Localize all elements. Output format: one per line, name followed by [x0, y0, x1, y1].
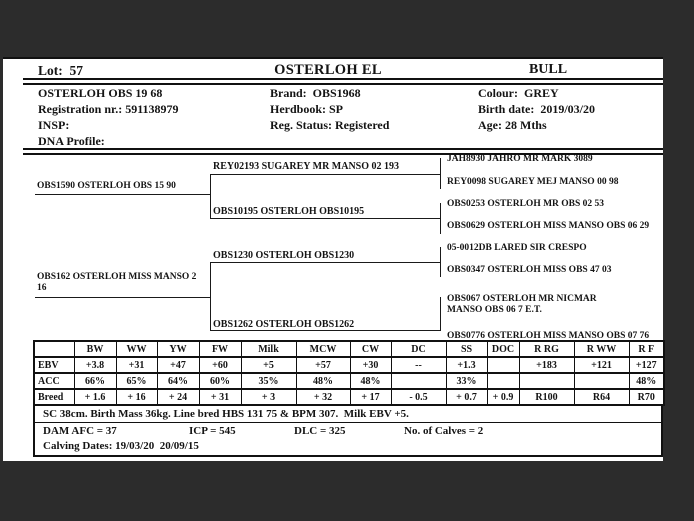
pedigree-dam: OBS162 OSTERLOH MISS MANSO 2 16	[37, 272, 197, 293]
pedigree-maternal-grandsire: OBS1230 OSTERLOH OBS1230	[213, 250, 355, 261]
ebv-cell: 65%	[116, 373, 157, 389]
ebv-column-header: WW	[116, 341, 157, 357]
ebv-column-header: DC	[391, 341, 446, 357]
ebv-header-row	[34, 341, 664, 357]
pedigree-connector	[210, 174, 211, 219]
ebv-cell	[487, 373, 519, 389]
ebv-cell: 48%	[629, 373, 664, 389]
ebv-cell: 48%	[296, 373, 350, 389]
ebv-cell: + 16	[116, 389, 157, 405]
ebv-column-header: DOC	[487, 341, 519, 357]
pedigree-connector	[210, 174, 440, 175]
pedigree-ggparent-2: REY0098 SUGAREY MEJ MANSO 00 98	[447, 177, 619, 187]
pedigree-connector	[440, 247, 441, 277]
acc-row	[34, 373, 664, 389]
pedigree-ggparent-3: OBS0253 OSTERLOH MR OBS 02 53	[447, 199, 605, 209]
ebv-cell: +30	[350, 357, 391, 373]
ebv-cell: +31	[116, 357, 157, 373]
catalog-page	[3, 57, 663, 461]
pedigree-ggparent-1: JAH8930 JAHRO MR MARK 3089	[447, 154, 593, 164]
ebv-column-header: FW	[199, 341, 241, 357]
brand-field: Brand: OBS1968	[270, 86, 361, 100]
herdbook-field: Herdbook: SP	[270, 102, 344, 116]
ebv-row-label: Breed	[34, 389, 74, 405]
ebv-row-label: ACC	[34, 373, 74, 389]
ebv-cell: + 32	[296, 389, 350, 405]
pedigree-connector	[35, 297, 210, 298]
ebv-cell: 48%	[350, 373, 391, 389]
ebv-cell: +127	[629, 357, 664, 373]
pedigree-paternal-granddam: OBS10195 OSTERLOH OBS10195	[213, 206, 365, 217]
pedigree-ggparent-5: 05-0012DB LARED SIR CRESPO	[447, 243, 587, 253]
ebv-cell: + 31	[199, 389, 241, 405]
ebv-cell: + 1.6	[74, 389, 116, 405]
ebv-cell	[487, 357, 519, 373]
ebv-column-header: R F	[629, 341, 664, 357]
pedigree-paternal-grandsire: REY02193 SUGAREY MR MANSO 02 193	[213, 161, 400, 172]
ebv-cell: --	[391, 357, 446, 373]
lot-number: Lot: 57	[38, 63, 83, 78]
ebv-cell: 60%	[199, 373, 241, 389]
ebv-column-header: CW	[350, 341, 391, 357]
ebv-column-header: YW	[157, 341, 199, 357]
ebv-cell: + 3	[241, 389, 296, 405]
ebv-cell: 35%	[241, 373, 296, 389]
ebv-row-label: EBV	[34, 357, 74, 373]
divider-rule-top	[23, 78, 663, 85]
ebv-cell	[574, 373, 629, 389]
colour-field: Colour: GREY	[478, 86, 559, 100]
ebv-column-header: R WW	[574, 341, 629, 357]
ebv-cell	[391, 373, 446, 389]
dlc-value: DLC = 325	[294, 425, 346, 437]
ebv-cell: 33%	[446, 373, 487, 389]
ebv-cell	[519, 373, 574, 389]
pedigree-ggparent-8: OBS0776 OSTERLOH MISS MANSO OBS 07 76	[447, 331, 650, 341]
ebv-cell: + 24	[157, 389, 199, 405]
animal-id: OSTERLOH OBS 19 68	[38, 86, 163, 100]
age-field: Age: 28 Mths	[478, 118, 547, 132]
ebv-cell: 66%	[74, 373, 116, 389]
pedigree-connector	[210, 330, 440, 331]
pedigree-connector	[440, 297, 441, 331]
ebv-cell: +183	[519, 357, 574, 373]
registration-number: Registration nr.: 591138979	[38, 102, 179, 116]
dam-afc-value: DAM AFC = 37	[43, 425, 117, 437]
ebv-row	[34, 357, 664, 373]
ebv-cell: +5	[241, 357, 296, 373]
ebv-column-header: R RG	[519, 341, 574, 357]
animal-name-title: OSTERLOH EL	[274, 62, 382, 78]
ebv-column-header	[34, 341, 74, 357]
pedigree-connector	[210, 218, 440, 219]
pedigree-connector	[210, 262, 440, 263]
ebv-cell: + 0.7	[446, 389, 487, 405]
ebv-column-header: SS	[446, 341, 487, 357]
reg-status-field: Reg. Status: Registered	[270, 118, 390, 132]
ebv-column-header: MCW	[296, 341, 350, 357]
ebv-cell: +1.3	[446, 357, 487, 373]
ebv-column-header: BW	[74, 341, 116, 357]
pedigree-maternal-granddam: OBS1262 OSTERLOH OBS1262	[213, 319, 355, 330]
pedigree-sire: OBS1590 OSTERLOH OBS 15 90	[37, 181, 176, 191]
ebv-cell: +121	[574, 357, 629, 373]
pedigree-ggparent-7: OBS067 OSTERLOH MR NICMAR MANSO OBS 06 7 E.T.	[447, 294, 597, 315]
ebv-cell: +3.8	[74, 357, 116, 373]
ebv-cell: +47	[157, 357, 199, 373]
performance-note: SC 38cm. Birth Mass 36kg. Line bred HBS 131 75 & BPM 307. Milk EBV +5.	[43, 408, 409, 420]
dam-stats-box	[33, 423, 663, 457]
ebv-column-header: Milk	[241, 341, 296, 357]
pedigree-connector	[35, 194, 210, 195]
pedigree-connector	[440, 203, 441, 234]
ebv-cell: +57	[296, 357, 350, 373]
birth-date-field: Birth date: 2019/03/20	[478, 102, 595, 116]
animal-category: BULL	[528, 62, 568, 77]
calves-count: No. of Calves = 2	[404, 425, 484, 437]
icp-value: ICP = 545	[189, 425, 236, 437]
ebv-cell: R64	[574, 389, 629, 405]
ebv-cell: 64%	[157, 373, 199, 389]
dna-profile-field: DNA Profile:	[38, 134, 105, 148]
ebv-cell: R70	[629, 389, 664, 405]
pedigree-connector	[210, 262, 211, 331]
ebv-cell: + 17	[350, 389, 391, 405]
calving-dates: Calving Dates: 19/03/20 20/09/15	[43, 440, 199, 452]
ebv-cell: R100	[519, 389, 574, 405]
pedigree-ggparent-6: OBS0347 OSTERLOH MISS OBS 47 03	[447, 265, 612, 275]
insp-field: INSP:	[38, 118, 70, 132]
pedigree-connector	[440, 158, 441, 189]
ebv-table	[33, 340, 665, 406]
ebv-cell: +60	[199, 357, 241, 373]
breed-row	[34, 389, 664, 405]
ebv-cell: - 0.5	[391, 389, 446, 405]
pedigree-ggparent-4: OBS0629 OSTERLOH MISS MANSO OBS 06 29	[447, 221, 650, 231]
ebv-cell: + 0.9	[487, 389, 519, 405]
performance-note-box	[33, 406, 663, 423]
